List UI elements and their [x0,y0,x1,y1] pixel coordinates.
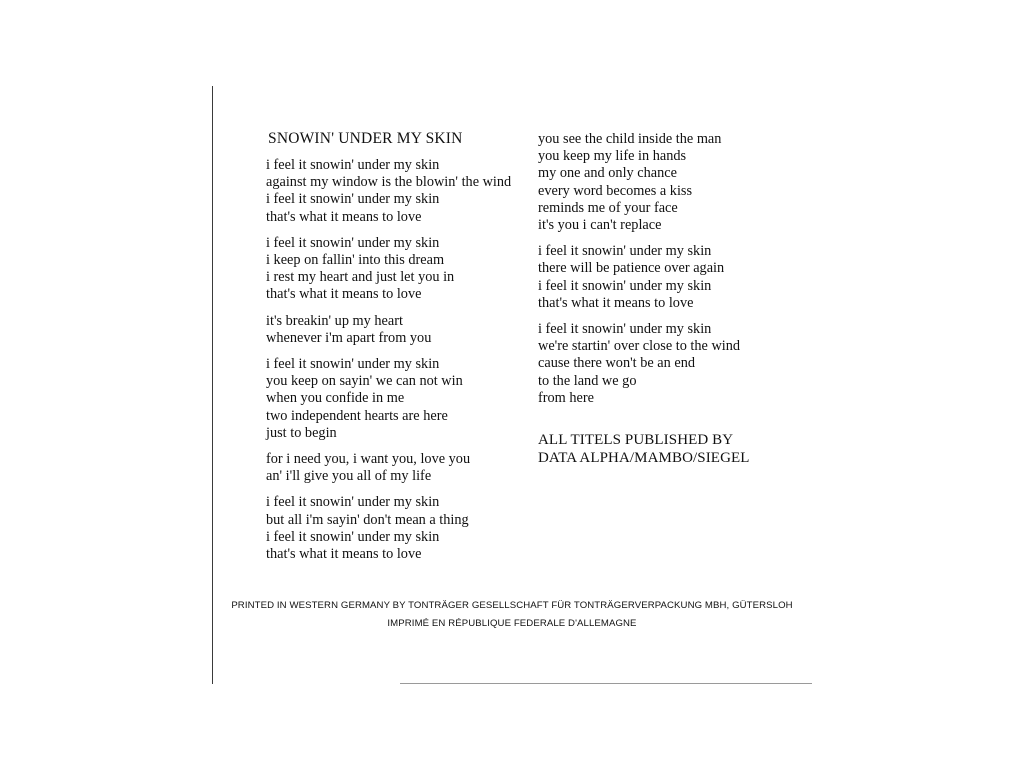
printer-credit-line-2: IMPRIMÉ EN RÉPUBLIQUE FEDERALE D'ALLEMAGNE [387,618,637,629]
stanza-6 [266,494,528,563]
lyric-line: you keep my life in hands [538,148,687,165]
lyric-line: i feel it snowin' under my skin [538,321,712,338]
lyric-line: reminds me of your face [538,199,678,216]
lyric-line: you see the child inside the man [538,131,722,147]
lyric-line: i rest my heart and just let you in [266,269,455,286]
stanza-8 [538,243,788,312]
lyrics-column-right [538,130,788,467]
stanza-7 [538,131,788,234]
publisher-line-1: ALL TITELS PUBLISHED BY [538,432,734,449]
lyrics-column-left [266,130,528,572]
lyric-line: i feel it snowin' under my skin [266,234,440,251]
lyric-line: it's breakin' up my heart [266,312,403,329]
lyric-line: i feel it snowin' under my skin [538,243,712,260]
publisher-credit [538,431,788,467]
lyric-line: that's what it means to love [266,208,422,225]
stanza-4 [266,356,528,442]
lyric-line: i feel it snowin' under my skin [266,157,440,173]
lyric-line: but all i'm sayin' don't mean a thing [266,511,469,528]
stanza-1 [266,157,528,226]
stanza-9 [538,321,788,407]
lyric-line: there will be patience over again [538,260,725,277]
lyric-line: from here [538,389,594,406]
song-title: SNOWIN' UNDER MY SKIN [268,130,463,147]
lyric-line: every word becomes a kiss [538,182,693,199]
lyric-line: i feel it snowin' under my skin [266,494,440,511]
stanza-2 [266,235,528,304]
lyric-line: i feel it snowin' under my skin [266,528,440,545]
stanza-5 [266,451,528,485]
lyric-line: i keep on fallin' into this dream [266,252,445,269]
lyric-line: that's what it means to love [266,546,422,563]
lyric-line: to the land we go [538,372,637,389]
lyric-line: an' i'll give you all of my life [266,468,432,485]
lyric-line: you keep on sayin' we can not win [266,373,463,390]
printer-credit [212,597,812,633]
lyric-line: that's what it means to love [538,294,694,311]
page-edge-bottom [400,683,812,684]
publisher-line-2: DATA ALPHA/MAMBO/SIEGEL [538,450,750,467]
lyric-line: that's what it means to love [266,286,422,303]
lyric-line: two independent hearts are here [266,407,448,424]
lyric-line: whenever i'm apart from you [266,329,432,346]
lyric-line: we're startin' over close to the wind [538,338,741,355]
printer-credit-line-1: PRINTED IN WESTERN GERMANY BY TONTRÄGER GESELLSCHAFT FÜR TONTRÄGERVERPACKUNG MBH, GÜTERSLOH [231,600,793,611]
lyric-line: for i need you, i want you, love you [266,451,471,468]
lyric-line: my one and only chance [538,165,677,182]
stanza-3 [266,313,528,347]
lyric-line: it's you i can't replace [538,217,662,234]
page-edge-left [212,86,213,684]
lyric-line: when you confide in me [266,390,405,407]
lyric-line: i feel it snowin' under my skin [266,191,440,208]
lyric-line: i feel it snowin' under my skin [538,277,712,294]
lyric-line: cause there won't be an end [538,355,695,372]
lyric-line: against my window is the blowin' the wind [266,174,512,191]
lyric-line: just to begin [266,424,337,441]
lyric-line: i feel it snowin' under my skin [266,356,440,373]
